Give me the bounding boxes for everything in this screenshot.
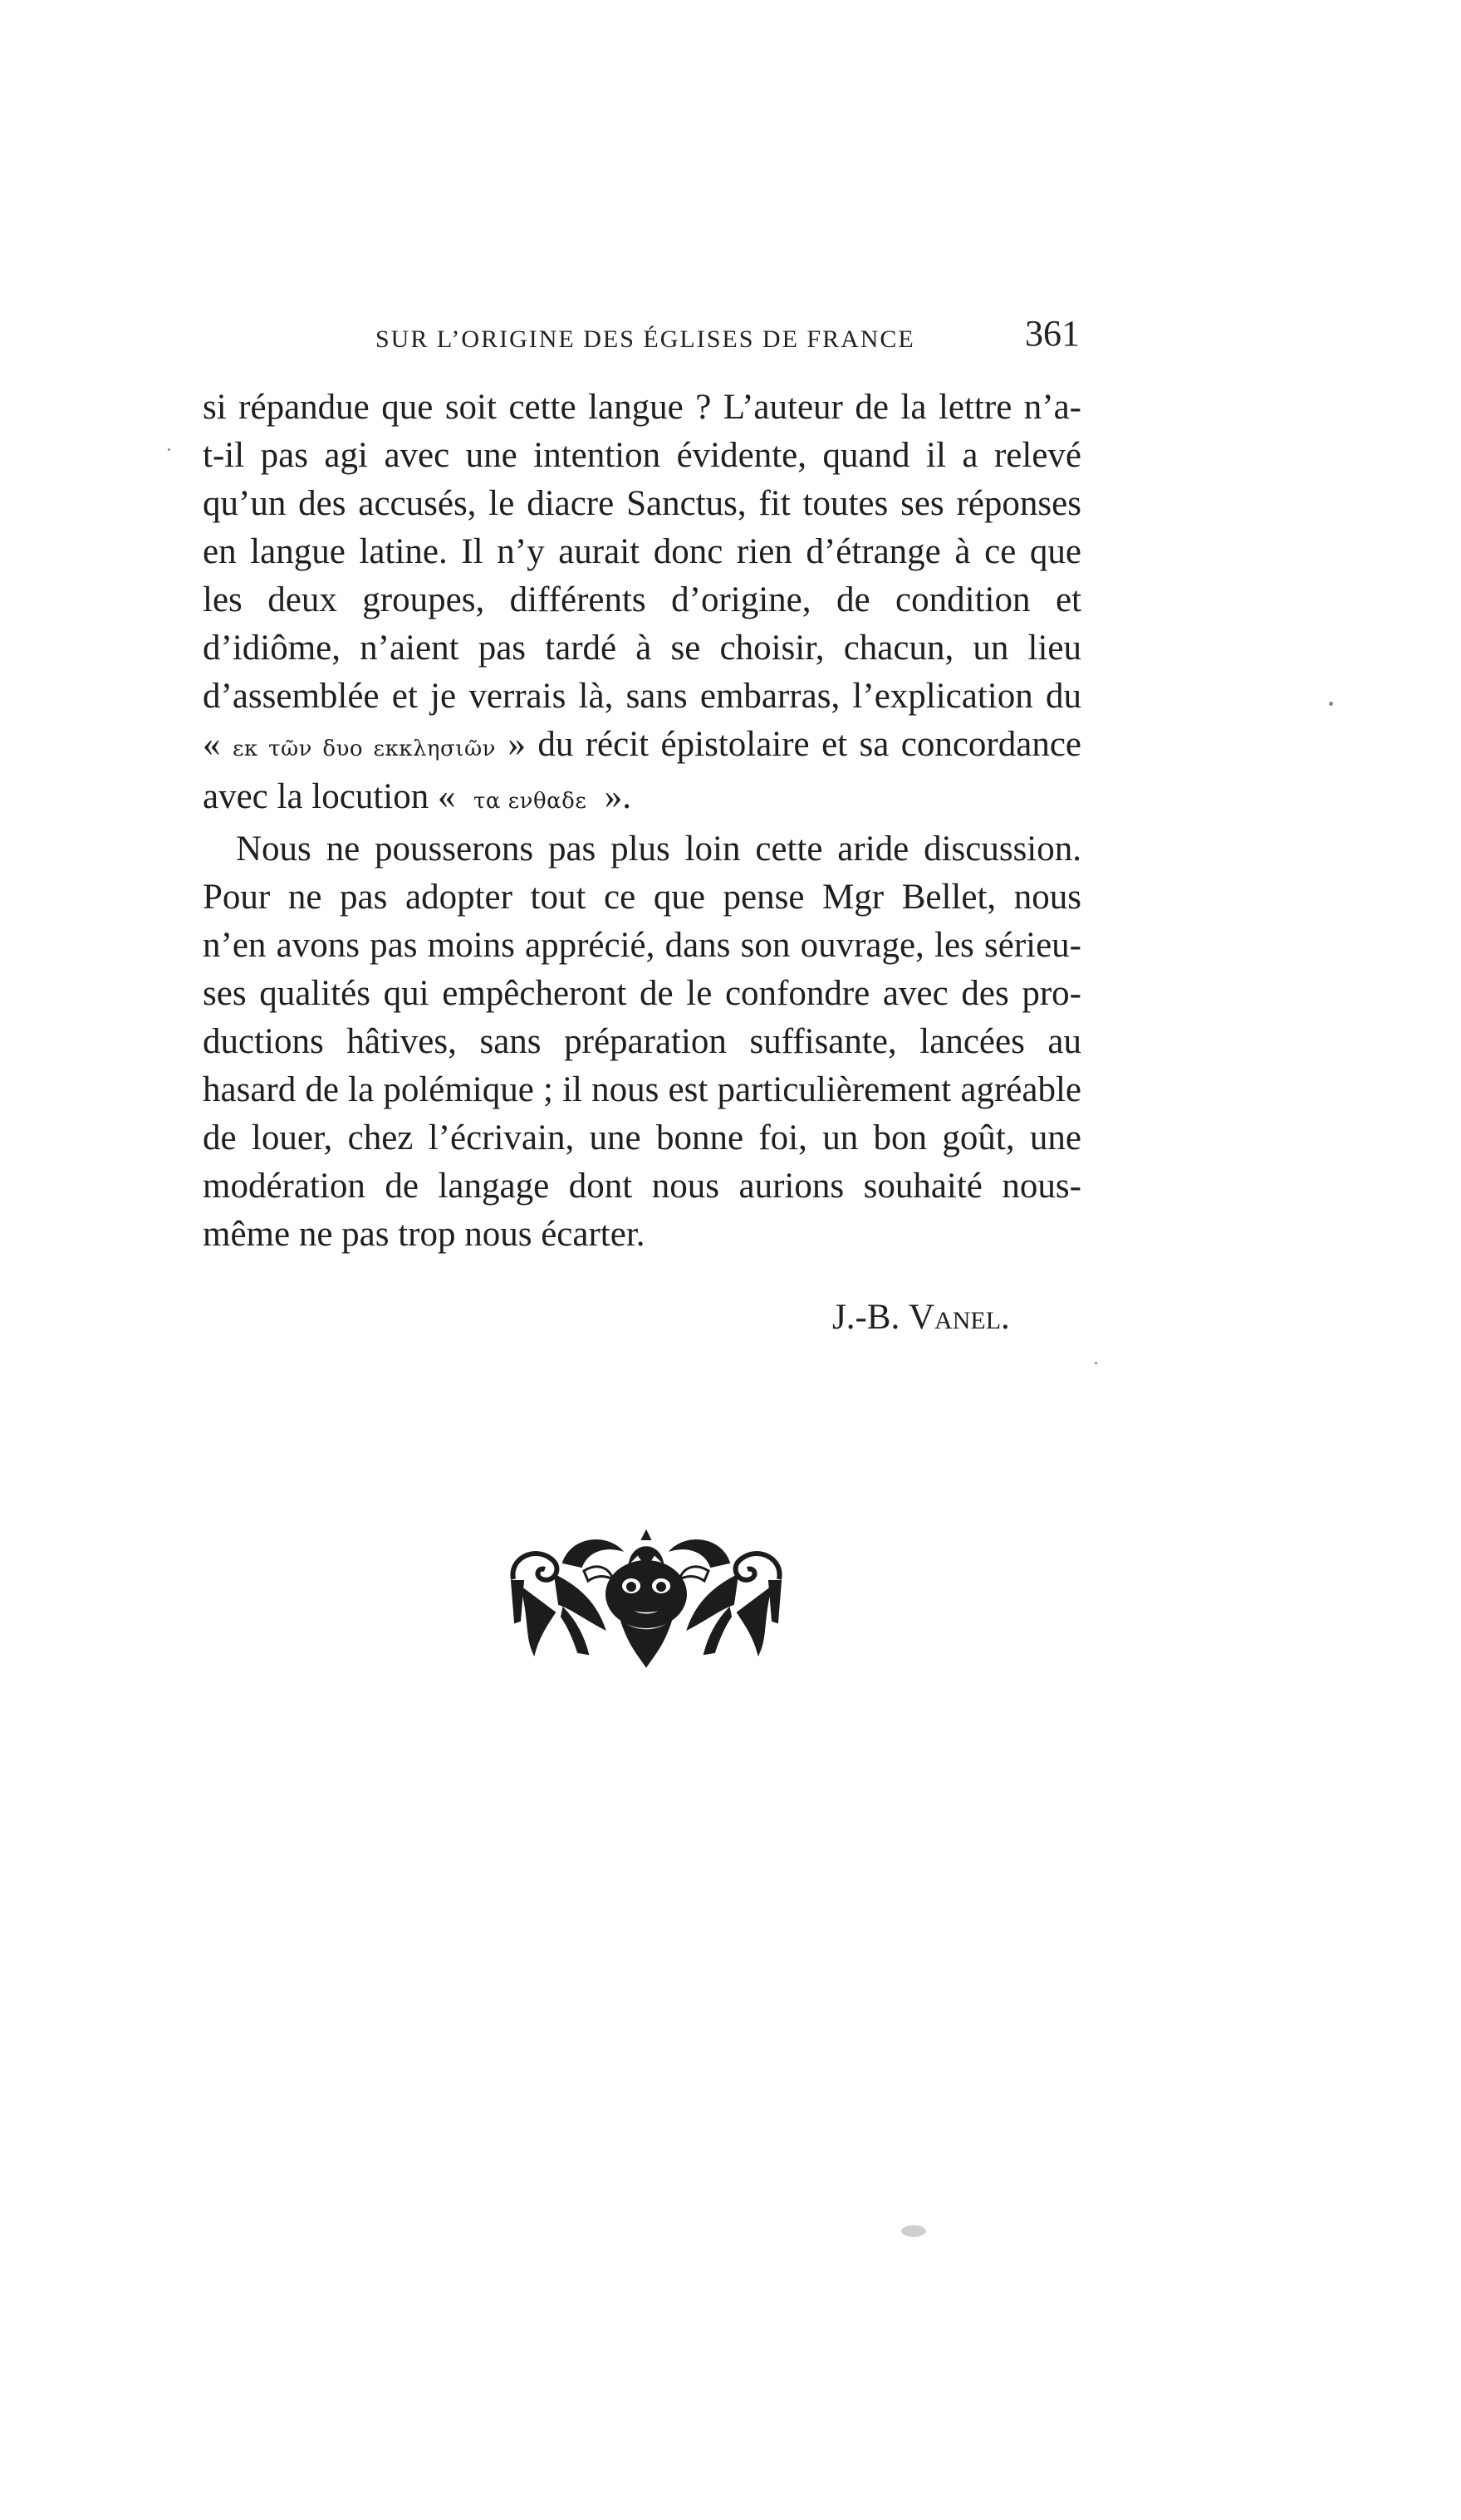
- text-line: de louer, chez l’écrivain, une bonne foi, un bon goût, une: [203, 1118, 1081, 1157]
- text-line-greek-quote: [203, 773, 1081, 825]
- body-text: [203, 384, 1081, 1259]
- quote-open: «: [203, 725, 221, 764]
- text-line-greek-quote: [203, 721, 1081, 773]
- page-number: 361: [1025, 313, 1080, 354]
- text-line: hasard de la polémique ; il nous est particulièrement agréable: [203, 1070, 1081, 1109]
- paper-speck: [1095, 1362, 1097, 1364]
- text-line: en langue latine. Il n’y aurait donc rien d’étrange à ce que: [203, 532, 1081, 571]
- text-line: qu’un des accusés, le diacre Sanctus, fit toutes ses réponses: [203, 484, 1081, 523]
- greek-phrase: τα ενθαδε: [473, 789, 587, 814]
- greek-phrase: εκ τῶν δυο εκκλησιῶν: [232, 736, 496, 761]
- text-line: t-il pas agi avec une intention évidente, quand il a relevé: [203, 436, 1081, 475]
- running-head: SUR L’ORIGINE DES ÉGLISES DE FRANCE: [375, 325, 915, 353]
- paper-speck: [168, 448, 170, 451]
- line-end: ».: [604, 777, 632, 816]
- text-line: si répandue que soit cette langue ? L’auteur de la lettre n’a-: [203, 388, 1081, 427]
- line-start: avec la locution «: [203, 777, 456, 816]
- text-line: modération de langage dont nous aurions souhaité nous-: [203, 1167, 1081, 1206]
- paper-speck: [1329, 702, 1333, 706]
- signature-initials: J.-B.: [832, 1298, 900, 1337]
- grotesque-mask-ornament-icon: [505, 1529, 787, 1669]
- text-line: n’en avons pas moins apprécié, dans son ouvrage, les sérieu-: [203, 926, 1081, 965]
- text-line: ses qualités qui empêcheront de le confondre avec des pro-: [203, 974, 1081, 1013]
- text-line: Nous ne pousserons pas plus loin cette aride discussion.: [236, 829, 1081, 869]
- quote-rest: » du récit épistolaire et sa concordance: [507, 725, 1082, 764]
- author-signature: [832, 1297, 1010, 1338]
- text-line: les deux groupes, différents d’origine, de condition et: [203, 580, 1081, 619]
- paper-speck: [901, 2225, 926, 2237]
- text-line: même ne pas trop nous écarter.: [203, 1215, 645, 1254]
- text-line: Pour ne pas adopter tout ce que pense Mgr Bellet, nous: [203, 878, 1081, 917]
- text-line: ductions hâtives, sans préparation suffisante, lancées au: [203, 1022, 1081, 1061]
- signature-surname: Vanel.: [908, 1298, 1010, 1337]
- text-line: d’idiôme, n’aient pas tardé à se choisir, chacun, un lieu: [203, 629, 1081, 668]
- text-line: d’assemblée et je verrais là, sans embarras, l’explication du: [203, 677, 1081, 716]
